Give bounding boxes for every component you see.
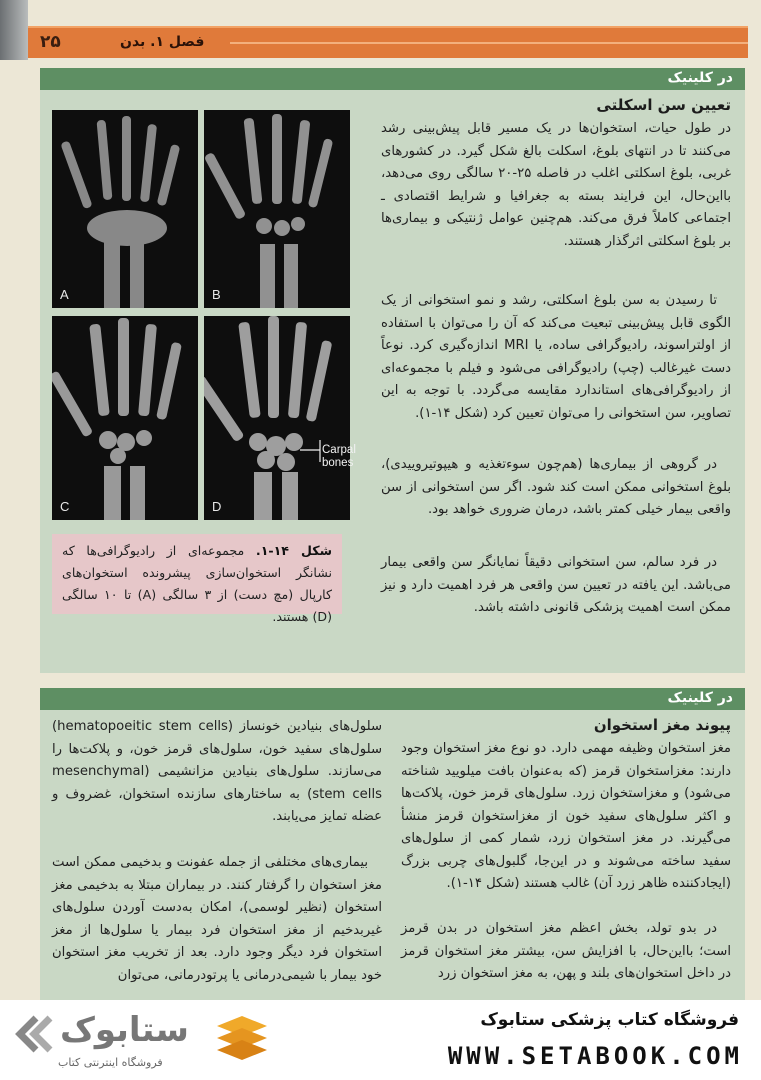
url-suffix: .COM	[669, 1042, 743, 1070]
annotation-line-2: bones	[322, 457, 354, 469]
panel-label-d: D	[212, 499, 222, 514]
clinic-box-label: در کلینیک	[667, 690, 733, 706]
url-domain: SETABOOK	[521, 1042, 670, 1070]
paragraph-4: در فرد سالم، سن استخوانی دقیقاً نمایانگر سن واقعی بیمار می‌باشد. این یافته در تعیین سن واقعی هر فرد اهمیت دارد و نیز ممکن است اهمیت پزشکی قانونی داشته باشد.	[381, 555, 731, 615]
clinic-box-bone-marrow	[40, 688, 745, 1008]
hand-radiograph-b	[204, 110, 350, 308]
url-prefix: WWW.	[447, 1042, 522, 1070]
left-column-paragraph-2: بیماری‌های مختلفی از جمله عفونت و بدخیمی ممکن است مغز استخوان را گرفتار کنند. در بیماران مبتلا به بدخیمی مغز استخوان (نظیر لوسمی)، امکان به‌دست آوردن سلول‌های غیربدخیم از مغز استخوان فرد بیمار یا سلول‌ها از مغز استخوان فرد دیگر وجود دارد. بعد از تخریب مغز استخوان خود بیمار با شیمی‌درمانی یا پرتودرمانی، می‌توان	[52, 855, 382, 983]
right-column-paragraph-2: در بدو تولد، بخش اعظم مغز استخوان در بدن قرمز است؛ بااین‌حال، با افزایش سن، بیشتر مغز استخوان قرمز در داخل استخوان‌های بلند و پهن، به مغز استخوان زرد	[401, 921, 731, 981]
clinic-box-title: تعیین سن اسکلتی	[596, 96, 731, 114]
panel-label-a: A	[60, 287, 69, 302]
store-logo	[20, 1006, 270, 1076]
paragraph-1: در طول حیات، استخوان‌ها در یک مسیر قابل پیش‌بینی رشد می‌کنند تا در انتهای بلوغ، اسکلت بالغ شکل گیرد. در کشورهای غربی، بلوغ اسکلتی اغلب در فاصله ۲۵-۲۰ سالگی روی می‌دهد، بااین‌حال، این فرایند بسته به جغرافیا و شرایط اقتصادی ـ اجتماعی کاملاً فرق می‌کند. هم‌چنین عوامل ژنتیکی و بیماری‌ها بر بلوغ اسکلتی اثرگذار هستند.	[381, 121, 731, 249]
left-column-paragraph-1: سلول‌های بنیادین خونساز (hematopoeitic stem cells) سلول‌های سفید خون، سلول‌های قرمز خون، و پلاکت‌ها را می‌سازند. سلول‌های بنیادین مزانشیمی (mesenchymal stem cells) به ساختارهای سازنده استخوان، غضروف و عضله تمایز می‌یابند.	[52, 719, 382, 824]
xray-panel-c	[52, 316, 198, 520]
xray-panel-a	[52, 110, 198, 308]
clinic-box-header	[40, 688, 745, 710]
clinic-box-label: در کلینیک	[667, 70, 733, 86]
panel-label-c: C	[60, 499, 70, 514]
store-url[interactable]	[448, 1042, 743, 1070]
figure-caption	[52, 534, 342, 624]
carpal-bones-annotation	[322, 444, 356, 470]
annotation-line-1: Carpal	[322, 444, 356, 456]
paragraph-3: در گروهی از بیماری‌ها (هم‌چون سوء‌تغذیه و هیپوتیروییدی)، بلوغ استخوانی ممکن است کند شود. اگر سن استخوانی از سن واقعی بیمار خیلی کمتر باشد، درمان ضروری خواهد بود.	[381, 457, 731, 517]
logo-text: ستابوک	[60, 1010, 189, 1050]
store-banner	[0, 1000, 761, 1080]
xray-panel-b	[204, 110, 350, 308]
page-header	[28, 26, 748, 58]
paragraph-2: تا رسیدن به سن بلوغ اسکلتی، رشد و نمو استخوانی از یک الگوی قابل پیش‌بینی تبعیت می‌کند که آن را می‌توان با استفاده از اولتراسوند، رادیوگرافی ساده، یا MRI اندازه‌گیری کرد. نوعاً دست غیرغالب (چپ) رادیوگرافی می‌شود و فیلم با مجموعه‌ای از رادیوگرافی‌های استاندارد مقایسه می‌گردد. با توجه به این تصاویر، سن استخوانی را می‌توان تعیین کرد (شکل ۱۴-۱).	[381, 293, 732, 421]
book-stack-icon	[212, 1012, 272, 1072]
clinic-box-title: پیوند مغز استخوان	[593, 716, 731, 734]
page-number: ۲۵	[40, 32, 61, 52]
hand-radiograph-a	[52, 110, 198, 308]
xray-panel-d	[204, 316, 350, 520]
figure-caption-text: مجموعه‌ای از رادیوگرافی‌ها که نشانگر استخوان‌سازی پیشرونده استخوان‌های کارپال (مچ دست) از ۳ سالگی (A) تا ۱۰ سالگی (D) هستند.	[62, 543, 332, 624]
hand-radiograph-d	[204, 316, 350, 520]
chapter-title: فصل ۱. بدن	[120, 34, 205, 50]
chevron-logo-icon	[14, 1012, 54, 1072]
figure-caption-label: شکل ۱۴-۱.	[255, 543, 332, 558]
store-name: فروشگاه کتاب پزشکی ستابوک	[480, 1010, 739, 1030]
book-spine	[0, 0, 28, 60]
clinic-box-header	[40, 68, 745, 90]
logo-subtitle: فروشگاه اینترنتی کتاب	[58, 1056, 163, 1069]
right-column-paragraph-1: مغز استخوان وظیفه مهمی دارد. دو نوع مغز استخوان وجود دارند: مغزاستخوان قرمز (که به‌عنوان بافت میلویید شناخته می‌شود) و مغزاستخوان زرد. سلول‌های قرمز خون، پلاکت‌ها و اکثر سلول‌های سفید خون از مغزاستخوان قرمز منشأ می‌گیرند. در مغز استخوان زرد، شمار کمی از سلول‌های سفید ساخته می‌شوند و در این‌جا، گلبول‌های چربی بزرگ (ایجادکننده ظاهر زرد آن) غالب هستند (شکل ۱۴-۱).	[401, 741, 731, 891]
clinic-box-skeletal-age	[40, 68, 745, 673]
panel-label-b: B	[212, 287, 221, 302]
hand-radiograph-c	[52, 316, 198, 520]
header-rule	[230, 42, 748, 44]
